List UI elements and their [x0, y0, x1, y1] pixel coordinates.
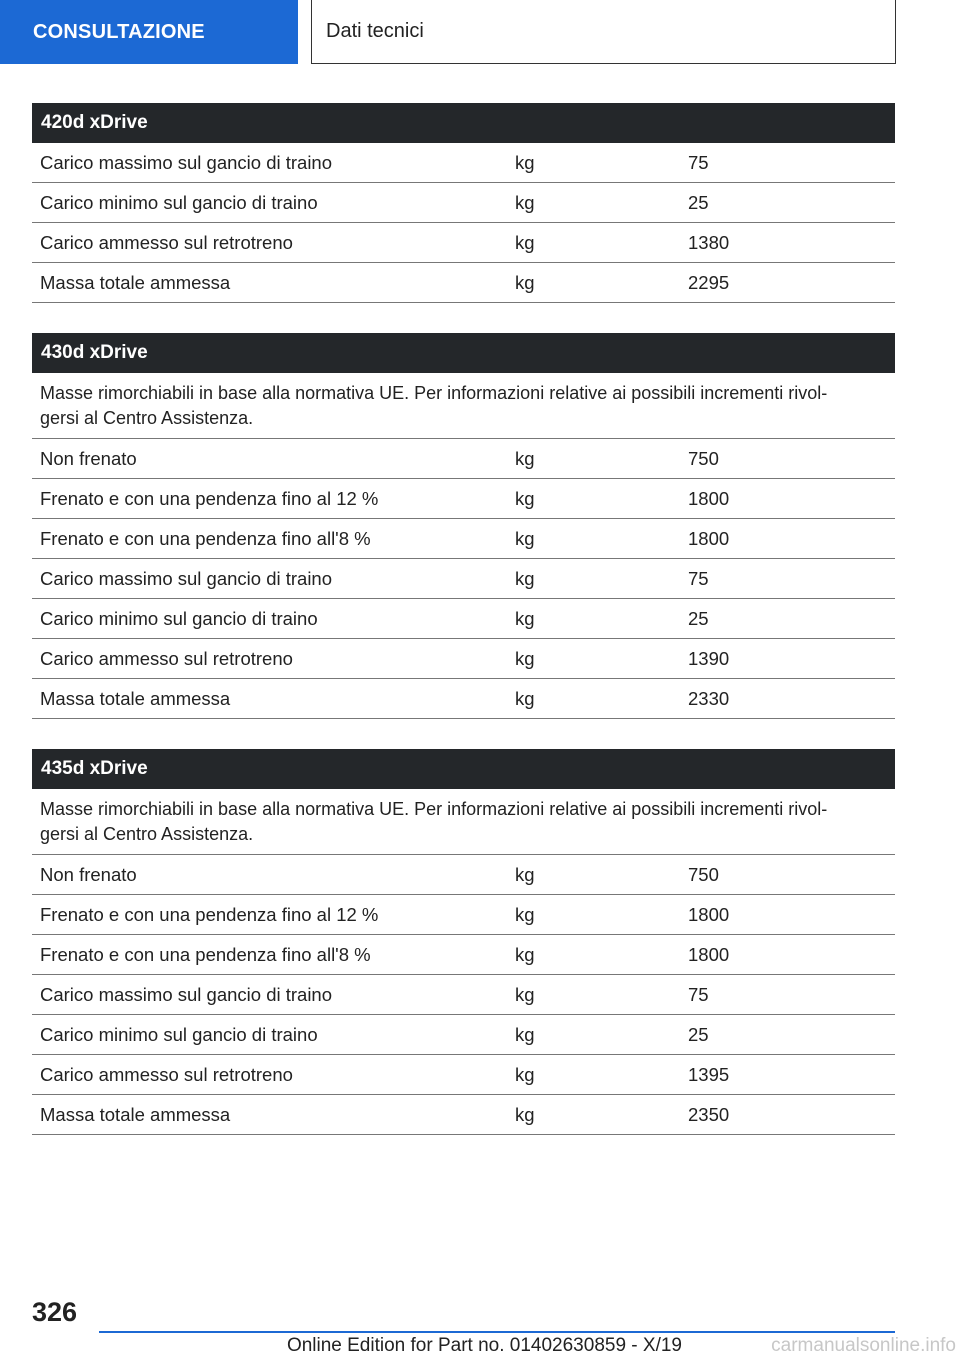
row-label: Massa totale ammessa — [40, 271, 231, 293]
row-label: Carico ammesso sul retrotreno — [40, 1063, 293, 1085]
table-row — [32, 143, 895, 183]
row-label: Carico ammesso sul retrotreno — [40, 647, 293, 669]
table-row — [32, 1095, 895, 1135]
table-row — [32, 1055, 895, 1095]
spec-tables — [32, 103, 895, 1165]
row-unit: kg — [515, 1063, 535, 1085]
table-row — [32, 263, 895, 303]
table-row — [32, 559, 895, 599]
table-row — [32, 183, 895, 223]
row-unit: kg — [515, 863, 535, 885]
table-row — [32, 679, 895, 719]
row-value: 1800 — [688, 943, 730, 965]
row-label: Carico ammesso sul retrotreno — [40, 231, 293, 253]
table-row — [32, 479, 895, 519]
table-row — [32, 599, 895, 639]
row-value: 1395 — [688, 1063, 730, 1085]
row-label: Carico massimo sul gancio di traino — [40, 567, 333, 589]
page-number: 326 — [32, 1297, 78, 1327]
spec-table-435d — [32, 749, 895, 1135]
row-value: 25 — [688, 607, 709, 629]
footer-divider — [99, 1331, 895, 1333]
row-unit: kg — [515, 1103, 535, 1125]
chapter-title: Dati tecnici — [311, 0, 896, 64]
row-value: 25 — [688, 191, 709, 213]
row-label: Frenato e con una pendenza fino al 12 % — [40, 487, 379, 509]
table-note: Masse rimorchiabili in base alla normativa UE. Per informazioni relative ai possibili incrementi rivol-gersi al Centro Assistenza. — [32, 373, 895, 439]
row-unit: kg — [515, 903, 535, 925]
row-unit: kg — [515, 943, 535, 965]
edition-text: Online Edition for Part no. 01402630859 - X/19 — [286, 1335, 682, 1356]
row-label: Frenato e con una pendenza fino all'8 % — [40, 527, 371, 549]
row-label: Carico minimo sul gancio di traino — [40, 607, 318, 629]
row-label: Carico massimo sul gancio di traino — [40, 983, 333, 1005]
table-header: 435d xDrive — [32, 749, 895, 789]
row-value: 2295 — [688, 271, 730, 293]
row-value: 750 — [688, 863, 719, 885]
row-label: Carico massimo sul gancio di traino — [40, 151, 333, 173]
row-label: Carico minimo sul gancio di traino — [40, 191, 318, 213]
row-value: 2350 — [688, 1103, 730, 1125]
table-row — [32, 639, 895, 679]
row-label: Frenato e con una pendenza fino al 12 % — [40, 903, 379, 925]
row-unit: kg — [515, 151, 535, 173]
row-unit: kg — [515, 1023, 535, 1045]
row-unit: kg — [515, 191, 535, 213]
row-unit: kg — [515, 271, 535, 293]
row-unit: kg — [515, 527, 535, 549]
row-value: 25 — [688, 1023, 709, 1045]
row-value: 75 — [688, 983, 709, 1005]
row-value: 1800 — [688, 903, 730, 925]
table-row — [32, 895, 895, 935]
table-row — [32, 439, 895, 479]
row-label: Massa totale ammessa — [40, 687, 231, 709]
table-row — [32, 223, 895, 263]
row-value: 75 — [688, 567, 709, 589]
row-unit: kg — [515, 607, 535, 629]
row-unit: kg — [515, 687, 535, 709]
table-header: 420d xDrive — [32, 103, 895, 143]
row-label: Carico minimo sul gancio di traino — [40, 1023, 318, 1045]
row-value: 2330 — [688, 687, 730, 709]
row-label: Massa totale ammessa — [40, 1103, 231, 1125]
row-value: 75 — [688, 151, 709, 173]
row-value: 1390 — [688, 647, 730, 669]
table-note: Masse rimorchiabili in base alla normativa UE. Per informazioni relative ai possibili incrementi rivol-gersi al Centro Assistenza. — [32, 789, 895, 855]
table-row — [32, 519, 895, 559]
table-row — [32, 855, 895, 895]
table-row — [32, 935, 895, 975]
row-unit: kg — [515, 983, 535, 1005]
table-row — [32, 975, 895, 1015]
row-label: Frenato e con una pendenza fino all'8 % — [40, 943, 371, 965]
row-value: 750 — [688, 447, 719, 469]
row-label: Non frenato — [40, 447, 137, 469]
row-unit: kg — [515, 231, 535, 253]
spec-table-420d — [32, 103, 895, 303]
spec-table-430d — [32, 333, 895, 719]
row-value: 1800 — [688, 527, 730, 549]
section-tab[interactable]: CONSULTAZIONE — [0, 0, 298, 64]
table-row — [32, 1015, 895, 1055]
row-value: 1800 — [688, 487, 730, 509]
row-unit: kg — [515, 447, 535, 469]
row-label: Non frenato — [40, 863, 137, 885]
row-unit: kg — [515, 487, 535, 509]
watermark-text: carmanualsonline.info — [771, 1335, 956, 1356]
row-unit: kg — [515, 567, 535, 589]
table-header: 430d xDrive — [32, 333, 895, 373]
row-unit: kg — [515, 647, 535, 669]
row-value: 1380 — [688, 231, 730, 253]
